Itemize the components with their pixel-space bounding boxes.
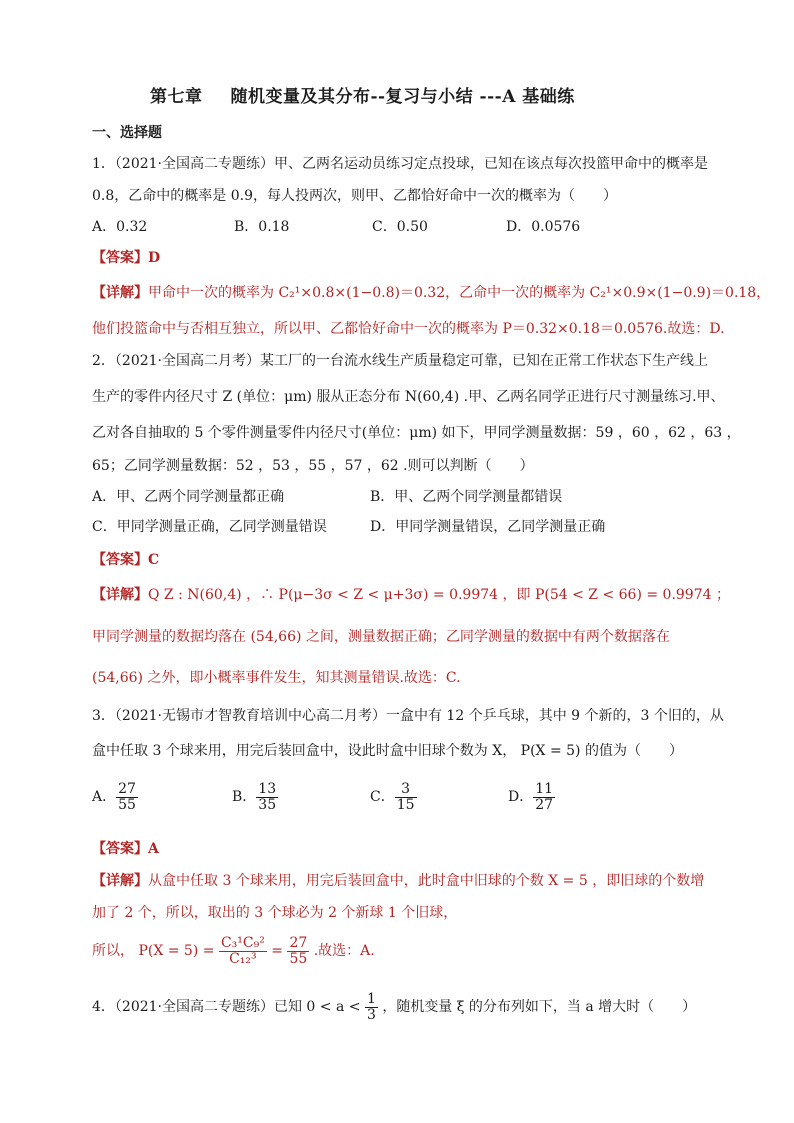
q2-line3: 乙对各自抽取的 5 个零件测量零件内径尺寸(单位：μm) 如下，甲同学测量数据：59 ，60 ，62 ，63 ，: [92, 425, 741, 441]
fraction: $\frac{1}{3}$: [366, 991, 376, 1023]
q2-answer: 【答案】C: [92, 552, 160, 568]
q2-option-d: D．甲同学测量错误，乙同学测量正确: [370, 519, 606, 535]
q3-line2: 盒中任取 3 个球来用，用完后装回盒中，设此时盒中旧球个数为 X， P(X = 5) 的值为（ ）: [92, 743, 683, 759]
q1-line1: 1．（2021·全国高二专题练）甲、乙两名运动员练习定点投球，已知在该点每次投篮甲命中的概率是: [92, 156, 708, 172]
q1-option-c: C．0.50: [372, 219, 428, 235]
detail-tag: 【详解】: [92, 873, 148, 889]
q3-line1: 3．（2021·无锡市才智教育培训中心高二月考）一盒中有 12 个乒乓球，其中 9 个新的，3 个旧的，从: [92, 708, 724, 724]
q2-detail-line1: 【详解】Q Z : N(60,4) ，∴ P(μ−3σ < Z < μ+3σ) = 0.9974 ，即 P(54 < Z < 66) = 0.9974 ；: [92, 587, 730, 603]
chapter-label: 第七章: [150, 87, 203, 107]
q2-option-b: B．甲、乙两个同学测量都错误: [370, 489, 563, 505]
section-heading: 一、选择题: [92, 125, 162, 141]
chapter-subtitle: 随机变量及其分布--复习与小结 ---A 基础练: [230, 87, 575, 107]
fraction: $\frac{27}{55}$: [118, 781, 136, 813]
q2-detail-line2: 甲同学测量的数据均落在 (54,66) 之间，测量数据正确；乙同学测量的数据中有两个数据落在: [92, 629, 670, 645]
q2-line4: 65；乙同学测量数据：52 ，53 ，55 ，57 ，62 .则可以判断（ ）: [92, 458, 534, 474]
fraction: $\frac{3}{15}$: [396, 781, 415, 813]
q3-option-c: C． $\frac{3}{15}$: [370, 781, 415, 813]
q1-line2: 0.8，乙命中的概率是 0.9，每人投两次，则甲、乙都恰好命中一次的概率为（ ）: [92, 188, 617, 204]
q3-option-d: D． $\frac{11}{27}$: [508, 781, 554, 813]
q1-detail-line2: 他们投篮命中与否相互独立，所以甲、乙都恰好命中一次的概率为 P＝0.32×0.18＝0.0576.故选：D.: [92, 321, 725, 337]
fraction: $\frac{11}{27}$: [535, 781, 554, 813]
q3-detail-line3: 所以， P(X = 5) = $\frac{\text{C₃¹C₉²}}{\text{C₁₂³}}$ = $\frac{27}{55}$ .故选：A.: [92, 935, 375, 967]
q2-detail-line3: (54,66) 之外，即小概率事件发生，知其测量错误.故选：C.: [92, 670, 461, 686]
q3-option-a: A． $\frac{27}{55}$: [92, 781, 136, 813]
fraction: $\frac{\text{C₃¹C₉²}}{\text{C₁₂³}}$: [220, 935, 265, 967]
q3-answer: 【答案】A: [92, 841, 159, 857]
detail-tag: 【详解】: [92, 285, 148, 301]
q1-option-a: A．0.32: [92, 219, 148, 235]
q3-detail-line1: 【详解】从盒中任取 3 个球来用，用完后装回盒中，此时盒中旧球的个数 X = 5 ，即旧球的个数增: [92, 873, 705, 889]
q2-line2: 生产的零件内径尺寸 Z (单位：μm) 服从正态分布 N(60,4) .甲、乙两名同学正进行尺寸测量练习.甲、: [92, 389, 725, 405]
q1-detail-line1: 【详解】甲命中一次的概率为 C₂¹×0.8×(1−0.8)＝0.32，乙命中一次的概率为 C₂¹×0.9×(1−0.9)＝0.18，: [92, 285, 771, 301]
q1-option-d: D．0.0576: [506, 219, 581, 235]
q1-option-b: B．0.18: [234, 219, 290, 235]
q4-line1: 4．（2021·全国高二专题练）已知 0 < a < $\frac{1}{3}$ ，随机变量 ξ 的分布列如下，当 a 增大时（ ）: [92, 991, 697, 1023]
q2-option-c: C．甲同学测量正确，乙同学测量错误: [92, 519, 327, 535]
fraction: $\frac{13}{35}$: [258, 781, 277, 813]
detail-tag: 【详解】: [92, 587, 148, 603]
q2-option-a: A．甲、乙两个同学测量都正确: [92, 489, 285, 505]
q3-option-b: B． $\frac{13}{35}$: [232, 781, 277, 813]
fraction: $\frac{27}{55}$: [289, 935, 308, 967]
q2-line1: 2．（2021·全国高二月考）某工厂的一台流水线生产质量稳定可靠，已知在正常工作状态下生产线上: [92, 353, 708, 369]
q3-detail-line2: 加了 2 个，所以，取出的 3 个球必为 2 个新球 1 个旧球，: [92, 905, 458, 921]
page-title: [150, 82, 575, 107]
q1-answer: 【答案】D: [92, 250, 161, 266]
